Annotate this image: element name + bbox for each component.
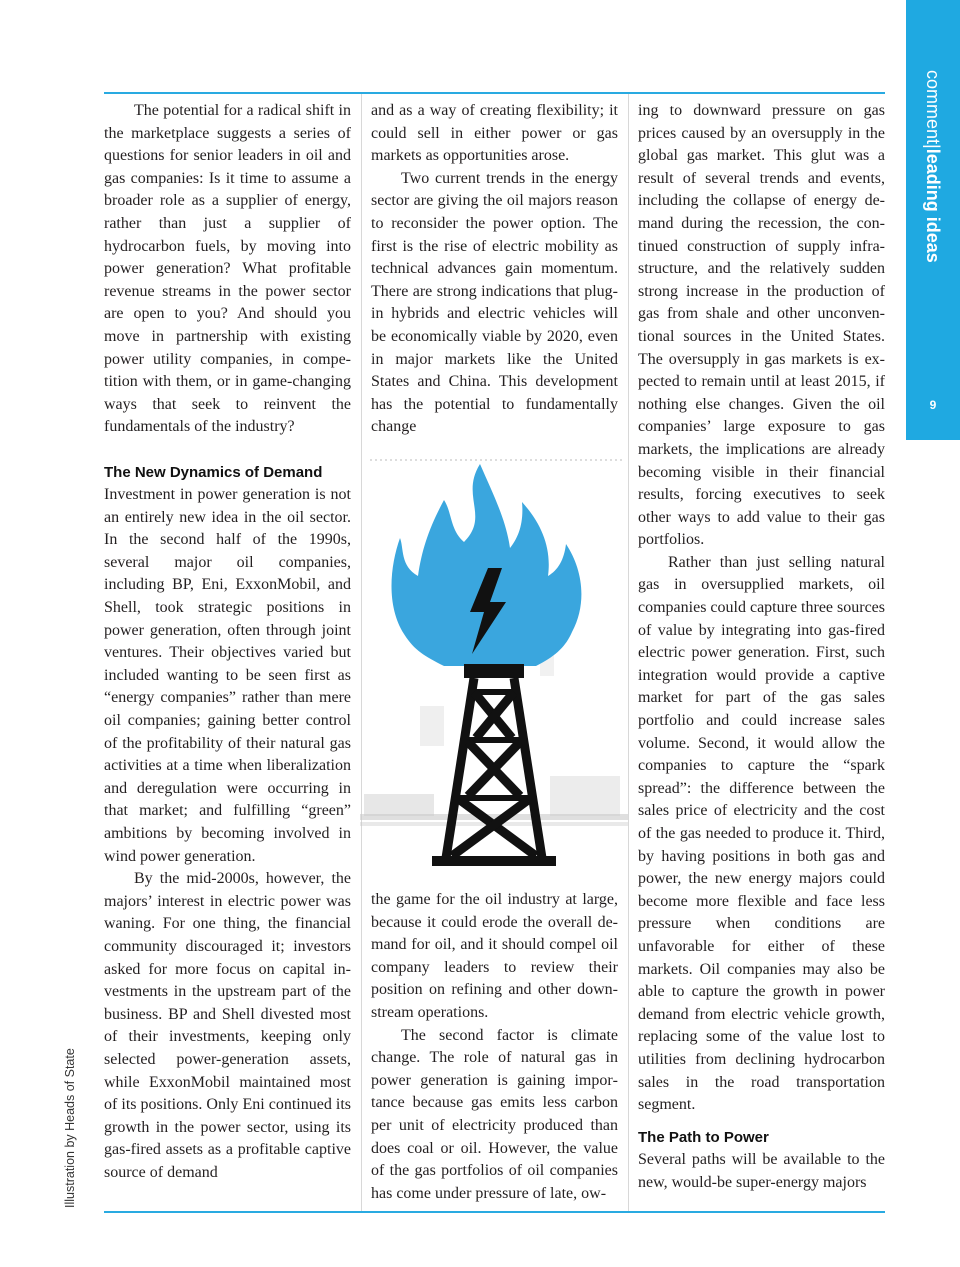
paragraph: and as a way of creating flexibility; it could sell in either power or gas markets as opportunities arose.: [371, 102, 618, 165]
section-heading: The Path to Power: [638, 1128, 769, 1146]
illustration-credit: Illustration by Heads of State: [63, 1048, 77, 1208]
paragraph: Rather than just selling natural gas in oversupplied markets, oil companies could capture three sources of value by integrating into gas-fired electric power generation. First, such integration would provide a captive market for part of the gas sales portfolio and could increase sales volume. Second, it would allow the companies to capture the “spark spread”: the difference between the sales price of electricity and the cost of the gas needed to produce it. Third, by having positions in both gas and power, the new energy majors could become more flexible and face less pressure when conditions are unfavorable for either of these markets. Oil companies may also be able to capture the growth in power demand from electric vehicle growth, replacing some of the value lost to utilities from declining hydrocarbon sales in the road transportation segment.: [638, 553, 886, 1114]
section-heading: The New Dynamics of Demand: [104, 463, 323, 481]
paragraph: By the mid-2000s, however, the majors’ interest in electric power was waning. For one thing, the financial community discouraged it; investors asked for more focus on capital investments in the upstream part of the business. BP and Shell divested most of their investments, keeping only selected power-generation assets, while ExxonMobil maintained most of its positions. Only Eni continued its growth in the power sector, using its gas-fired assets as a profitable captive source of demand: [104, 870, 351, 1181]
blue-flame: [392, 464, 582, 666]
column-2-bottom: [371, 889, 618, 1205]
paragraph: Investment in power generation is not an entirely new idea in the oil sector. In the second half of the 1990s, several major oil companies, including BP, Eni, ExxonMobil, and Shell, took strategic positions in power generation, often through joint ventures. Their objectives varied but included wanting to be seen first as “energy companies” rather than mere oil companies; gaining better control of the profitability of their natural gas activities at a time when liberalization and deregulation were occurring in that market; and fulfilling “green” ambitions by becoming involved in wind power generation.: [104, 486, 351, 865]
column-divider: [628, 94, 629, 1211]
derrick-base: [432, 856, 556, 866]
bottom-rule: [104, 1211, 885, 1213]
section-tab: [906, 0, 960, 440]
paragraph: The potential for a radical shift in the marketplace suggests a series of questions for senior leaders in oil and gas companies: Is it time to assume a broader role as a supplier of energy, rather than just a supplier of hydrocarbon fuels, by moving into power generation? What profitable revenue streams in the power sector are open to you? And should you move in partnership with existing power utility companies, in competition with them, or in game-changing ways that seek to reinvent the fundamentals of the industry?: [104, 102, 351, 436]
paragraph: The second factor is climate change. The role of natural gas in power generation is gaining importance because gas emits less carbon per unit of electricity produced than does coal or oil. However, the value of the gas portfolios of oil companies has come under pressure of late, ow-: [371, 1026, 618, 1202]
paragraph: Several paths will be available to the new, would-be super-energy majors: [638, 1151, 885, 1191]
paragraph: ing to downward pressure on gas prices caused by an oversupply in the global gas market. This glut was a result of several trends and events, including the collapse of energy demand during the recession, the continued construction of supply infrastructure, and the relatively sudden strong increase in the production of gas from shale and other unconventional sources in the United States. The oversupply in gas markets is expected to remain until at least 2015, if nothing else changes. Given the oil companies’ large exposure to gas markets, the implications are already becoming visible in their financial results, forcing executives to seek other ways to add value to their gas portfolios.: [638, 102, 885, 549]
section-category: comment: [923, 70, 943, 145]
column-3: [638, 100, 885, 1195]
section-tab-label: [910, 70, 956, 280]
oil-derrick: [446, 664, 542, 858]
section-topic: leading ideas: [923, 148, 943, 263]
section-separator: |: [923, 144, 943, 149]
page-number: 9: [929, 398, 937, 412]
flame-derrick-illustration: [360, 456, 628, 886]
paragraph: the game for the oil industry at large, because it could erode the overall demand for oil, and it should compel oil company leaders to review their position on refining and other downstream operations.: [371, 891, 618, 1021]
column-1: [104, 100, 351, 1185]
column-2-top: [371, 100, 618, 439]
paragraph: Two current trends in the energy sector are giving the oil majors reason to reconsider the power option. The first is the rise of electric mobility as technical advances gain momentum. There are strong indications that plug-in hybrids and electric vehicles will be economically viable by 2020, even in major markets like the United States and China. This development has the potential to fundamentally change: [371, 169, 618, 436]
top-rule: [104, 92, 885, 94]
